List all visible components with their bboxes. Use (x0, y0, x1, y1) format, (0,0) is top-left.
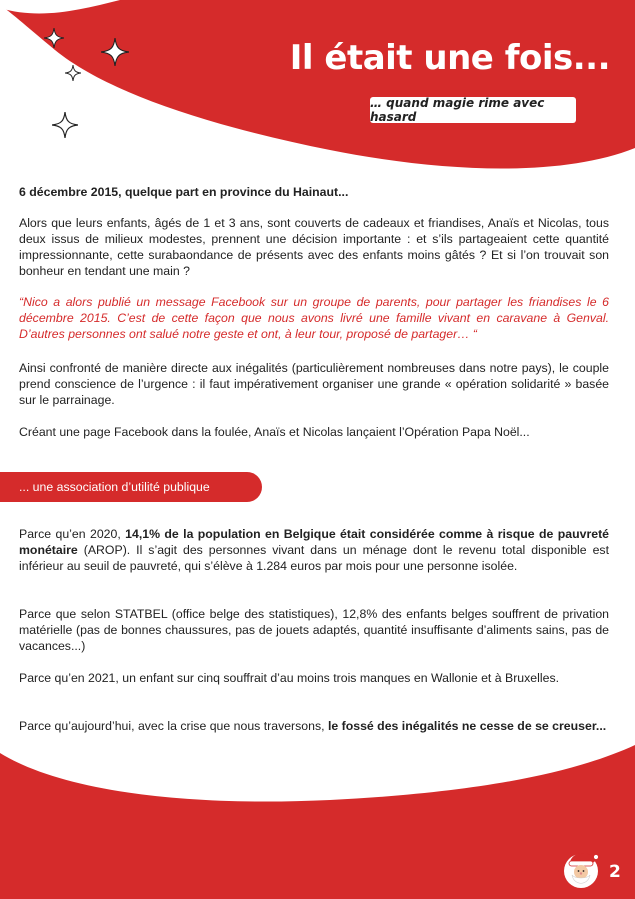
sparkle-icon (65, 65, 81, 81)
intro-heading-block (19, 184, 609, 200)
intro-heading: 6 décembre 2015, quelque part en province du Hainaut... (19, 185, 349, 199)
santa-icon (562, 848, 600, 890)
body-paragraph-4-block (19, 718, 609, 734)
body-paragraph-1-start: Parce qu’en 2020, (19, 527, 126, 541)
footer-wave (0, 745, 635, 899)
body-paragraph-2-block (19, 606, 609, 654)
page-title: Il était une fois... (289, 38, 610, 78)
body-paragraph-1-block (19, 526, 609, 574)
intro-paragraph-2: Ainsi confronté de manière directe aux inégalités (particulièrement nombreuses dans notre pays), le couple prend conscience de l’urgence : il faut impérativement organiser une grande « opération solidarité » basée sur le parrainage. (19, 361, 609, 407)
body-paragraph-1 (19, 526, 609, 574)
intro-paragraph-1-block (19, 215, 609, 279)
intro-paragraph-2-block (19, 360, 609, 408)
sparkle-icon (44, 28, 64, 48)
subtitle: … quand magie rime avec hasard (370, 96, 545, 124)
intro-paragraph-3-block (19, 424, 609, 440)
body-paragraph-1-end: (AROP). Il s’agit des personnes vivant dans un ménage dont le revenu total disponible est inférieur au seuil de pauvreté, qui s’élève à 1.284 euros par mois pour une personne isolée. (19, 543, 609, 573)
sparkle-icon (52, 112, 78, 138)
intro-paragraph-3: Créant une page Facebook dans la foulée, Anaïs et Nicolas lançaient l’Opération Papa Noël... (19, 425, 530, 439)
body-paragraph-1-highlight: 14,1% de la population en Belgique était considérée comme à risque de pauvreté monétaire (19, 527, 609, 557)
section-banner (0, 472, 262, 502)
subtitle-box (370, 97, 576, 123)
body-paragraph-4-highlight: le fossé des inégalités ne cesse de se creuser... (327, 719, 607, 733)
intro-paragraph-1: Alors que leurs enfants, âgés de 1 et 3 ans, sont couverts de cadeaux et friandises, Anaïs et Nicolas, tous deux issus de milieux modestes, prennent une décision importante : et s’ils partageaient cette quantité impressionnante, cette surabaondance de présents avec des enfants moins gâtés ? Et si l’on trouvait son bonheur en tendant une main ? (19, 216, 609, 278)
body-paragraph-3-block (19, 670, 609, 686)
quote: “Nico a alors publié un message Facebook sur un groupe de parents, pour partager les friandises le 6 décembre 2015. C’est de cette façon que nous avons livré une famille vivant en caravane à Genval. D’autres personnes ont salué notre geste et ont, à leur tour, proposé de partager… “ (19, 295, 609, 341)
quote-block (19, 294, 609, 342)
body-paragraph-3: Parce qu’en 2021, un enfant sur cinq souffrait d’au moins trois manques en Wallonie et à Bruxelles. (19, 671, 560, 685)
page-number: 2 (609, 862, 621, 882)
body-paragraph-4-start: Parce qu’aujourd’hui, avec la crise que nous traversons, (19, 719, 328, 733)
header-wave (0, 0, 635, 175)
body-paragraph-4 (19, 718, 609, 734)
body-paragraph-2: Parce que selon STATBEL (office belge des statistiques), 12,8% des enfants belges souffrent de privation matérielle (pas de bonnes chaussures, pas de jouets adaptés, quantité insuffisante d’aliments sains, pas de vacances...) (19, 607, 609, 653)
sparkle-icon (101, 38, 129, 66)
section-banner-label: ... une association d’utilité publique (19, 480, 210, 494)
